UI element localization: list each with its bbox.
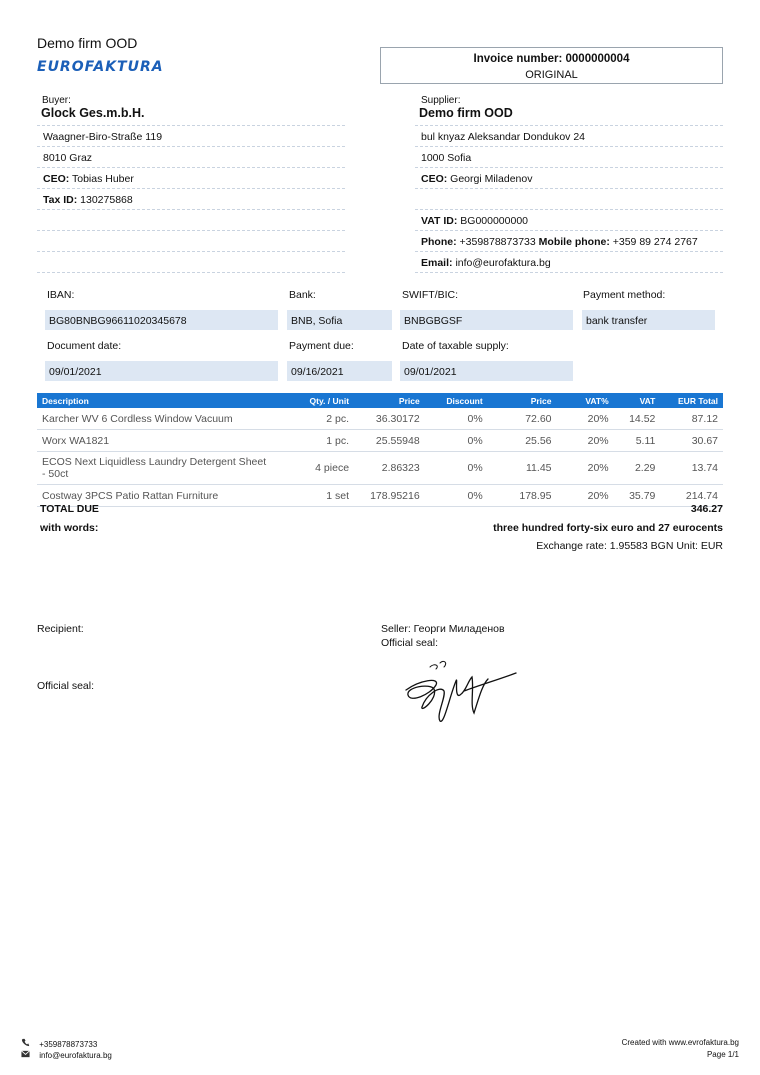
cell-vat-percent: 20% <box>557 430 614 452</box>
recipient-official-seal: Official seal: <box>37 680 94 692</box>
document-date-label: Document date: <box>47 340 122 352</box>
table-row <box>37 452 723 485</box>
supplier-empty-row <box>415 189 723 210</box>
payment-due-value: 09/16/2021 <box>287 361 392 381</box>
table-row <box>37 408 723 430</box>
cell-description: Costway 3PCS Patio Rattan Furniture <box>37 485 275 507</box>
swift-value: BNBGBGSF <box>400 310 573 330</box>
buyer-name: Glock Ges.m.b.H. <box>41 106 145 120</box>
bank-label: Bank: <box>289 289 316 301</box>
cell-price: 25.55948 <box>354 430 425 452</box>
cell-discount: 0% <box>425 485 488 507</box>
with-words-label: with words: <box>40 522 99 534</box>
cell-qty: 4 piece <box>275 452 354 485</box>
items-table <box>37 393 723 507</box>
buyer-tax-id: Tax ID: 130275868 <box>37 189 345 210</box>
supplier-vat-id: VAT ID: BG000000000 <box>415 210 723 231</box>
cell-vat: 35.79 <box>614 485 661 507</box>
cell-total: 13.74 <box>660 452 723 485</box>
table-row <box>37 430 723 452</box>
supplier-street: bul knyaz Aleksandar Dondukov 24 <box>415 126 723 147</box>
buyer-ceo: CEO: Tobias Huber <box>37 168 345 189</box>
exchange-rate: Exchange rate: 1.95583 BGN Unit: EUR <box>536 540 723 552</box>
cell-price-net: 72.60 <box>488 408 557 430</box>
cell-vat-percent: 20% <box>557 485 614 507</box>
seller-official-seal: Official seal: <box>381 637 438 649</box>
cell-discount: 0% <box>425 408 488 430</box>
cell-total: 87.12 <box>660 408 723 430</box>
cell-total: 30.67 <box>660 430 723 452</box>
table-header-row <box>37 393 723 408</box>
cell-qty: 1 pc. <box>275 430 354 452</box>
cell-price-net: 25.56 <box>488 430 557 452</box>
supplier-name: Demo firm OOD <box>419 106 513 120</box>
supplier-block <box>415 95 723 273</box>
iban-label: IBAN: <box>47 289 75 301</box>
cell-description: Worx WA1821 <box>37 430 275 452</box>
buyer-empty-row <box>37 252 345 273</box>
footer-phone: +359878873733 <box>39 1040 98 1049</box>
cell-total: 214.74 <box>660 485 723 507</box>
supplier-ceo: CEO: Georgi Miladenov <box>415 168 723 189</box>
buyer-city: 8010 Graz <box>37 147 345 168</box>
footer-phone-row <box>21 1038 97 1049</box>
cell-qty: 1 set <box>275 485 354 507</box>
cell-vat-percent: 20% <box>557 452 614 485</box>
cell-description: ECOS Next Liquidless Laundry Detergent Sheet - 50ct <box>37 452 275 485</box>
firm-name: Demo firm OOD <box>37 35 138 51</box>
payment-method-value: bank transfer <box>582 310 715 330</box>
taxable-supply-label: Date of taxable supply: <box>402 340 509 352</box>
mail-icon <box>21 1051 32 1060</box>
table-row <box>37 485 723 507</box>
col-eur-total: EUR Total <box>660 393 723 408</box>
buyer-heading: Buyer: <box>42 95 71 106</box>
cell-vat: 5.11 <box>614 430 661 452</box>
phone-icon <box>21 1040 32 1049</box>
cell-discount: 0% <box>425 430 488 452</box>
cell-price: 178.95216 <box>354 485 425 507</box>
copy-label: ORIGINAL <box>525 69 578 81</box>
cell-vat-percent: 20% <box>557 408 614 430</box>
buyer-empty-row <box>37 210 345 231</box>
col-description: Description <box>37 393 275 408</box>
cell-description: Karcher WV 6 Cordless Window Vacuum <box>37 408 275 430</box>
svg-text:EUROFAKTURA: EUROFAKTURA <box>37 59 164 75</box>
cell-qty: 2 pc. <box>275 408 354 430</box>
cell-price-net: 178.95 <box>488 485 557 507</box>
col-discount: Discount <box>425 393 488 408</box>
handwritten-signature <box>400 655 520 738</box>
eurofaktura-logo <box>37 57 167 79</box>
total-due-value: 346.27 <box>690 503 723 515</box>
cell-vat: 2.29 <box>614 452 661 485</box>
document-date-value: 09/01/2021 <box>45 361 278 381</box>
cell-price: 2.86323 <box>354 452 425 485</box>
buyer-empty-row <box>37 231 345 252</box>
footer-page-number: Page 1/1 <box>706 1050 739 1059</box>
recipient-label: Recipient: <box>37 623 84 635</box>
bank-value: BNB, Sofia <box>287 310 392 330</box>
col-price-net: Price <box>488 393 557 408</box>
col-vat-percent: VAT% <box>557 393 614 408</box>
buyer-street: Waagner-Biro-Straße 119 <box>37 126 345 147</box>
payment-due-label: Payment due: <box>289 340 354 352</box>
col-price: Price <box>354 393 425 408</box>
supplier-city: 1000 Sofia <box>415 147 723 168</box>
iban-value: BG80BNBG96611020345678 <box>45 310 278 330</box>
invoice-number: Invoice number: 0000000004 <box>473 53 630 65</box>
buyer-block <box>37 95 345 273</box>
footer-email: info@eurofaktura.bg <box>39 1051 112 1060</box>
taxable-supply-value: 09/01/2021 <box>400 361 573 381</box>
supplier-heading: Supplier: <box>421 95 461 106</box>
col-vat: VAT <box>614 393 661 408</box>
supplier-email: Email: info@eurofaktura.bg <box>415 252 723 273</box>
swift-label: SWIFT/BIC: <box>402 289 458 301</box>
total-in-words: three hundred forty-six euro and 27 eurocents <box>493 522 723 534</box>
footer-created-with: Created with www.evrofaktura.bg <box>621 1038 739 1047</box>
seller-label: Seller: Георги Миладенов <box>381 623 505 635</box>
supplier-phone: Phone: +359878873733 Mobile phone: +359 89 274 2767 <box>415 231 723 252</box>
cell-discount: 0% <box>425 452 488 485</box>
total-due-label: TOTAL DUE <box>40 503 99 515</box>
payment-method-label: Payment method: <box>583 289 666 301</box>
cell-price-net: 11.45 <box>488 452 557 485</box>
col-qty-unit: Qty. / Unit <box>275 393 354 408</box>
footer-email-row <box>21 1050 112 1060</box>
invoice-number-box <box>380 47 723 84</box>
cell-vat: 14.52 <box>614 408 661 430</box>
cell-price: 36.30172 <box>354 408 425 430</box>
